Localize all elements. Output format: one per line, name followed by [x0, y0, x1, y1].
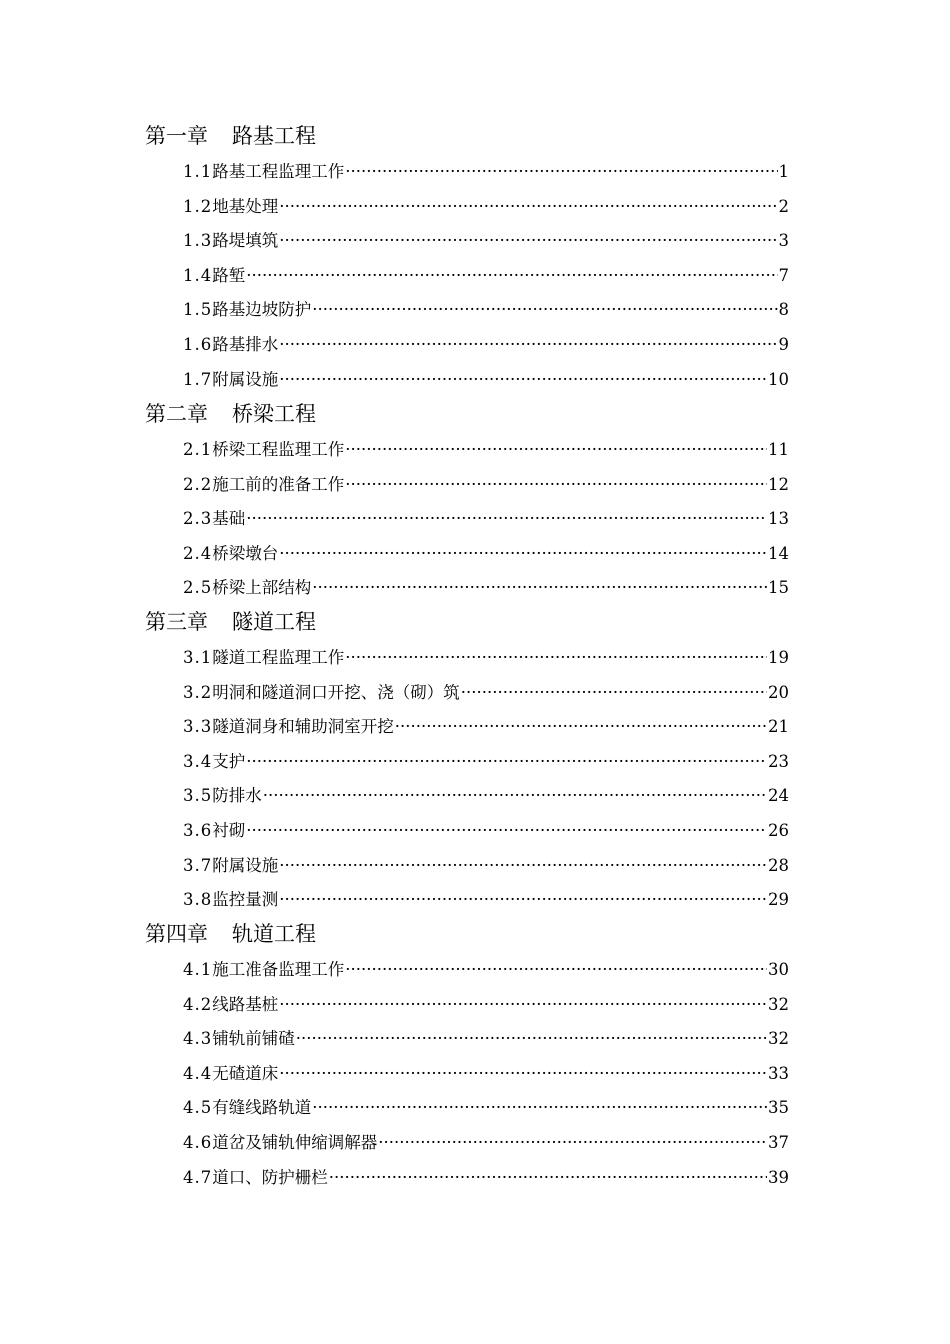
toc-entry[interactable] — [183, 682, 789, 704]
page-number: 15 — [768, 578, 789, 598]
toc-entry[interactable] — [183, 196, 789, 218]
section-number: 3.2 — [183, 682, 213, 702]
page-number: 30 — [768, 960, 789, 979]
section-number: 1.4 — [183, 265, 213, 285]
dot-leader — [279, 889, 767, 911]
toc-entry[interactable] — [183, 299, 789, 321]
page-number: 32 — [768, 994, 789, 1014]
chapter-number: 第四章 — [145, 922, 208, 946]
page-number: 23 — [768, 751, 789, 771]
chapter-number: 第一章 — [145, 124, 208, 148]
section-number: 4.3 — [183, 1029, 213, 1049]
section-number: 4.4 — [183, 1063, 213, 1083]
page-number: 9 — [778, 335, 789, 354]
page-number: 26 — [768, 821, 789, 840]
section-number: 2.4 — [183, 543, 213, 563]
chapter-title: 路基工程 — [232, 124, 316, 148]
dot-leader — [345, 161, 777, 183]
page-number: 2 — [778, 196, 789, 216]
section-title: 路堑 — [212, 265, 246, 285]
page-number: 8 — [778, 300, 789, 320]
page-number: 32 — [768, 1029, 789, 1049]
chapter-heading — [145, 609, 805, 635]
toc-entry[interactable] — [183, 1097, 789, 1119]
section-title: 施工准备监理工作 — [212, 960, 345, 979]
section-title: 衬砌 — [212, 821, 246, 840]
page-number: 19 — [768, 648, 789, 667]
section-number: 1.7 — [183, 369, 213, 389]
dot-leader — [246, 265, 777, 287]
page-number: 20 — [768, 682, 789, 702]
dot-leader — [279, 334, 777, 356]
toc-entry[interactable] — [183, 439, 789, 461]
dot-leader — [279, 196, 777, 218]
section-title: 有缝线路轨道 — [212, 1098, 312, 1118]
section-number: 1.3 — [183, 231, 213, 251]
section-number: 3.8 — [183, 890, 213, 910]
section-title: 路堤填筑 — [212, 231, 279, 251]
dot-leader — [279, 543, 767, 565]
page-number: 21 — [768, 717, 789, 737]
dot-leader — [279, 1063, 767, 1085]
section-title: 基础 — [212, 509, 246, 529]
dot-leader — [263, 785, 767, 807]
page-number: 1 — [778, 162, 789, 181]
section-title: 防排水 — [212, 786, 262, 806]
toc-entry[interactable] — [183, 855, 789, 877]
dot-leader — [395, 716, 767, 738]
dot-leader — [312, 1097, 767, 1119]
page-number: 29 — [768, 890, 789, 910]
section-number: 2.3 — [183, 509, 213, 529]
page-number: 39 — [768, 1167, 789, 1187]
toc-entry[interactable] — [183, 1167, 789, 1189]
section-title: 桥梁墩台 — [212, 543, 279, 563]
section-number: 1.5 — [183, 300, 213, 320]
section-number: 4.7 — [183, 1167, 213, 1187]
section-title: 道岔及铺轨伸缩调解器 — [212, 1133, 378, 1152]
section-number: 4.6 — [183, 1133, 213, 1152]
section-number: 2.2 — [183, 474, 213, 494]
dot-leader — [279, 994, 767, 1016]
section-title: 地基处理 — [212, 196, 279, 216]
dot-leader — [246, 751, 767, 773]
dot-leader — [345, 959, 767, 981]
section-title: 监控量测 — [212, 890, 279, 910]
chapter-number: 第二章 — [145, 402, 208, 426]
section-title: 支护 — [212, 751, 246, 771]
dot-leader — [279, 855, 767, 877]
dot-leader — [345, 647, 767, 669]
toc-entry[interactable] — [183, 785, 789, 807]
section-number: 1.2 — [183, 196, 213, 216]
toc-entry[interactable] — [183, 577, 789, 599]
page-number: 37 — [768, 1133, 789, 1152]
dot-leader — [345, 474, 767, 496]
dot-leader — [312, 577, 767, 599]
toc-entry[interactable] — [183, 716, 789, 738]
section-number: 3.1 — [183, 648, 213, 667]
toc-entry[interactable] — [183, 959, 789, 981]
toc-entry[interactable] — [183, 647, 789, 669]
section-number: 3.5 — [183, 786, 213, 806]
toc-entry[interactable] — [183, 369, 789, 391]
chapter-number: 第三章 — [145, 610, 208, 634]
toc-entry[interactable] — [183, 1063, 789, 1085]
dot-leader — [378, 1132, 767, 1154]
section-title: 桥梁上部结构 — [212, 578, 312, 598]
section-number: 3.7 — [183, 855, 213, 875]
toc-entry[interactable] — [183, 820, 789, 842]
toc-entry[interactable] — [183, 1132, 789, 1154]
dot-leader — [246, 820, 767, 842]
toc-entry[interactable] — [183, 994, 789, 1016]
page-number: 7 — [778, 265, 789, 285]
chapter-heading — [145, 921, 805, 947]
chapter-title: 桥梁工程 — [232, 402, 316, 426]
toc-entry[interactable] — [183, 230, 789, 252]
page-number: 14 — [768, 543, 789, 563]
dot-leader — [345, 439, 767, 461]
dot-leader — [296, 1028, 767, 1050]
section-number: 3.4 — [183, 751, 213, 771]
toc-entry[interactable] — [183, 474, 789, 496]
page-number: 24 — [768, 786, 789, 806]
toc-entry[interactable] — [183, 508, 789, 530]
section-number: 1.1 — [183, 162, 213, 181]
section-number: 3.6 — [183, 821, 213, 840]
toc-entry[interactable] — [183, 543, 789, 565]
section-number: 2.5 — [183, 578, 213, 598]
page-number: 28 — [768, 855, 789, 875]
section-number: 1.6 — [183, 335, 213, 354]
section-title: 明洞和隧道洞口开挖、浇（砌）筑 — [212, 682, 460, 702]
dot-leader — [461, 682, 767, 704]
page-number: 3 — [778, 231, 789, 251]
section-title: 路基排水 — [212, 335, 279, 354]
toc-entry[interactable] — [183, 161, 789, 183]
toc-entry[interactable] — [183, 751, 789, 773]
dot-leader — [246, 508, 767, 530]
toc-entry[interactable] — [183, 1028, 789, 1050]
section-title: 附属设施 — [212, 855, 279, 875]
page-number: 33 — [768, 1063, 789, 1083]
dot-leader — [312, 299, 777, 321]
section-title: 无碴道床 — [212, 1063, 279, 1083]
section-title: 隧道工程监理工作 — [212, 648, 345, 667]
chapter-heading — [145, 123, 805, 149]
section-number: 4.2 — [183, 994, 213, 1014]
section-number: 2.1 — [183, 440, 213, 459]
page-number: 13 — [768, 509, 789, 529]
dot-leader — [279, 230, 777, 252]
dot-leader — [329, 1167, 767, 1189]
page-number: 35 — [768, 1098, 789, 1118]
toc-entry[interactable] — [183, 265, 789, 287]
section-title: 附属设施 — [212, 369, 279, 389]
toc-entry[interactable] — [183, 889, 789, 911]
chapter-title: 轨道工程 — [232, 922, 316, 946]
section-number: 4.1 — [183, 960, 213, 979]
dot-leader — [279, 369, 767, 391]
section-title: 路基边坡防护 — [212, 300, 312, 320]
chapter-title: 隧道工程 — [232, 610, 316, 634]
section-number: 4.5 — [183, 1098, 213, 1118]
section-title: 桥梁工程监理工作 — [212, 440, 345, 459]
section-title: 线路基桩 — [212, 994, 279, 1014]
page-number: 11 — [768, 440, 789, 459]
section-number: 3.3 — [183, 717, 213, 737]
page-number: 12 — [768, 474, 789, 494]
toc-entry[interactable] — [183, 334, 789, 356]
chapter-heading — [145, 401, 805, 427]
section-title: 隧道洞身和辅助洞室开挖 — [212, 717, 394, 737]
section-title: 施工前的准备工作 — [212, 474, 345, 494]
section-title: 道口、防护栅栏 — [212, 1167, 328, 1187]
page-number: 10 — [768, 369, 789, 389]
section-title: 路基工程监理工作 — [212, 162, 345, 181]
section-title: 铺轨前铺碴 — [212, 1029, 295, 1049]
